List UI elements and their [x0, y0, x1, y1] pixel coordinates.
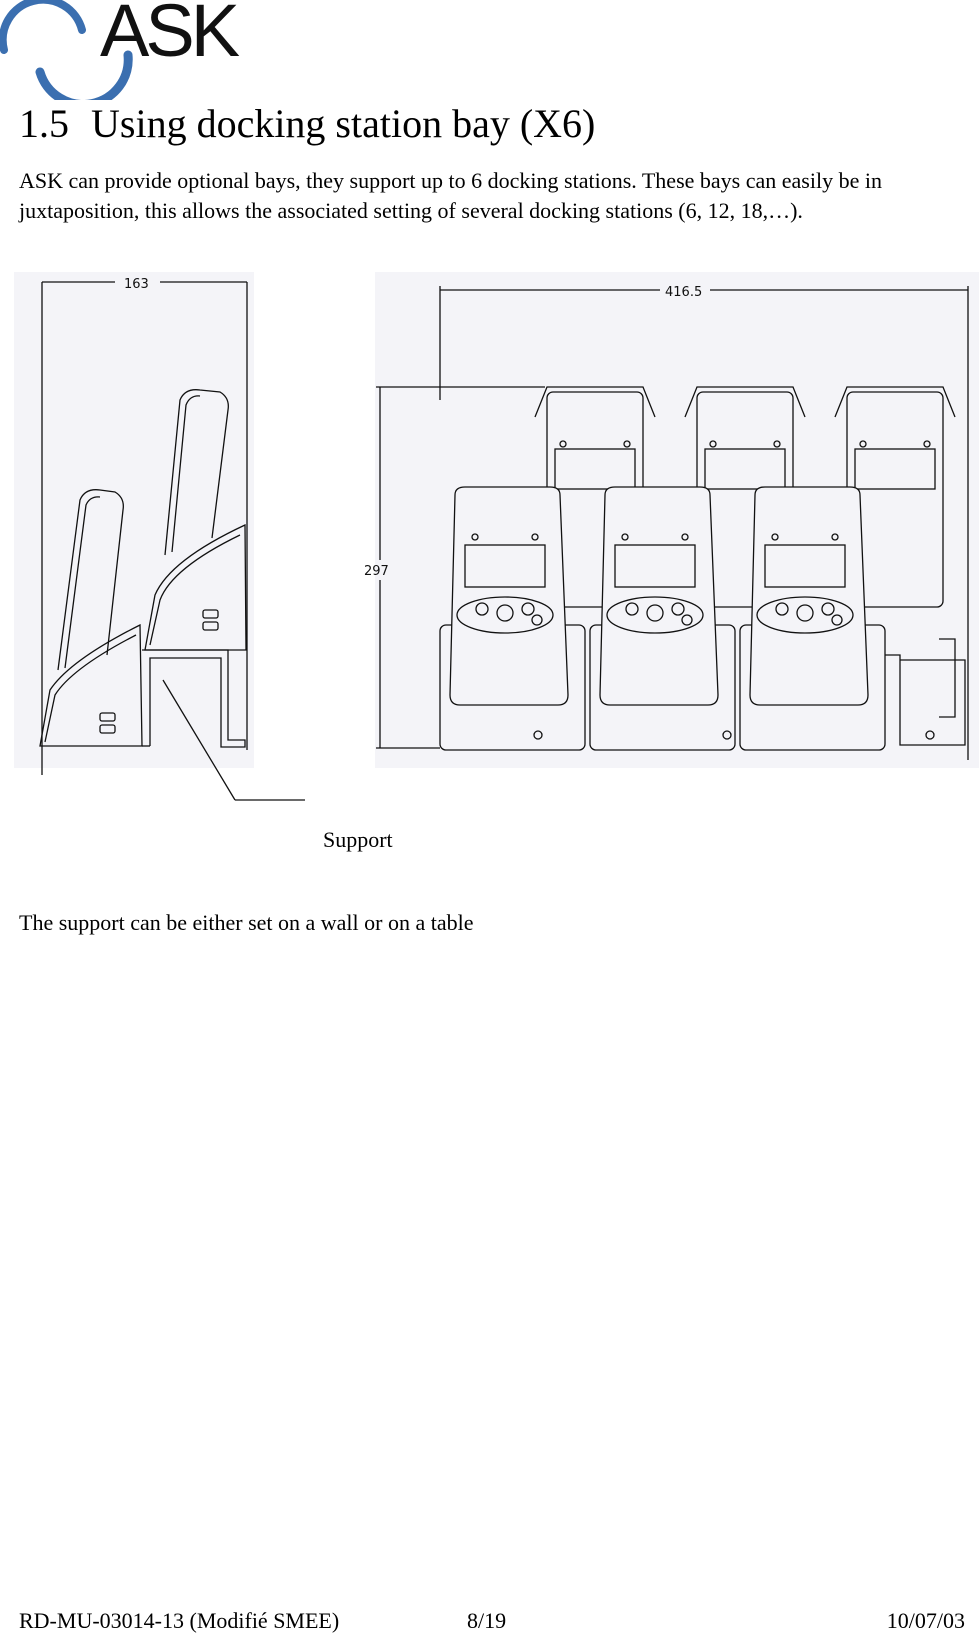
footer-date: 10/07/03: [886, 1608, 965, 1633]
intro-paragraph: ASK can provide optional bays, they support up to 6 docking stations. These bays can easily be in juxtaposition, this allows the associated setting of several docking stations (6, 12, 18,…).: [19, 168, 882, 223]
section-title: Using docking station bay (X6): [91, 101, 596, 146]
dim-163-label: 163: [124, 277, 149, 292]
support-note: The support can be either set on a wall or on a table: [19, 910, 474, 935]
page-footer: [19, 1608, 965, 1636]
dim-297-label: 297: [364, 564, 389, 579]
ask-logo-text: ASK: [100, 0, 237, 72]
ask-logo: [0, 0, 240, 100]
footer-page-number: 8/19: [467, 1608, 507, 1633]
footer-doc-ref: RD-MU-03014-13 (Modifié SMEE): [19, 1608, 340, 1633]
support-label: Support: [323, 827, 393, 852]
section-number: 1.5: [19, 101, 69, 146]
dim-416-5-label: 416.5: [665, 285, 703, 300]
section-heading: [19, 100, 595, 147]
docking-bay-drawing: [0, 270, 979, 870]
